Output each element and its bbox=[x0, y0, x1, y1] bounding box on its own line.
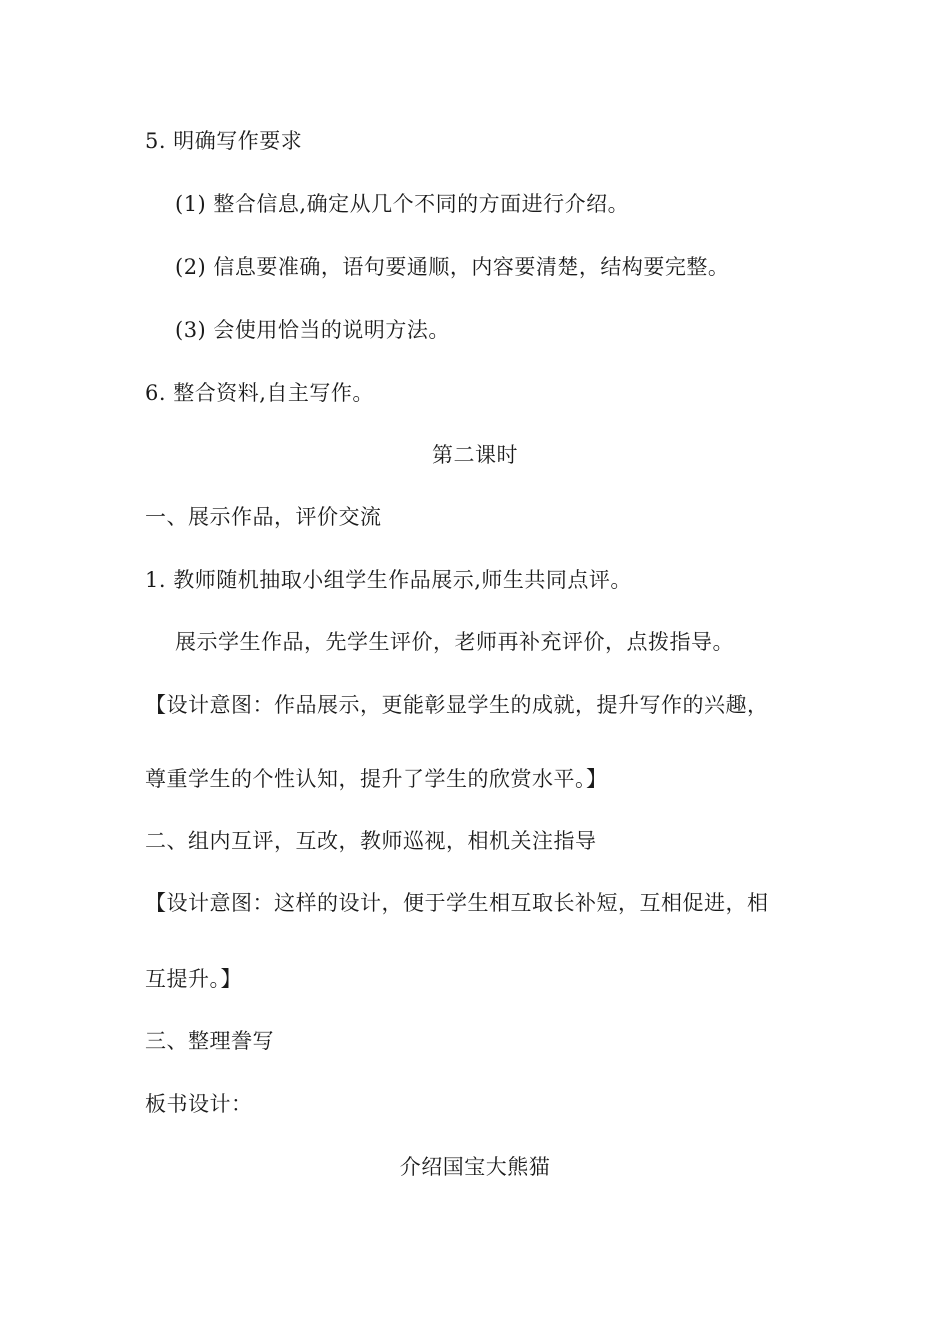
step5-item-2: (2) 信息要准确，语句要通顺，内容要清楚，结构要完整。 bbox=[175, 255, 730, 279]
section-2-heading: 二、组内互评，互改，教师巡视，相机关注指导 bbox=[145, 829, 597, 853]
step6-heading: 6. 整合资料,自主写作。 bbox=[145, 381, 374, 405]
design-intent-1-line-1: 【设计意图：作品展示，更能彰显学生的成就，提升写作的兴趣， bbox=[145, 693, 769, 717]
step5-item-1: (1) 整合信息,确定从几个不同的方面进行介绍。 bbox=[175, 192, 630, 216]
lesson-2-title: 第二课时 bbox=[432, 443, 518, 467]
section-1-item-1: 1. 教师随机抽取小组学生作品展示,师生共同点评。 bbox=[145, 568, 632, 592]
design-intent-2-line-2: 互提升。】 bbox=[145, 967, 242, 991]
design-intent-2-line-1: 【设计意图：这样的设计，便于学生相互取长补短，互相促进，相 bbox=[145, 891, 769, 915]
section-3-heading: 三、整理誊写 bbox=[145, 1029, 274, 1053]
section-1-heading: 一、展示作品，评价交流 bbox=[145, 505, 382, 529]
section-1-text: 展示学生作品，先学生评价，老师再补充评价，点拨指导。 bbox=[175, 630, 734, 654]
board-design-label: 板书设计： bbox=[145, 1092, 253, 1116]
board-title: 介绍国宝大熊猫 bbox=[399, 1155, 551, 1179]
design-intent-1-line-2: 尊重学生的个性认知，提升了学生的欣赏水平。】 bbox=[145, 767, 608, 791]
step5-item-3: (3) 会使用恰当的说明方法。 bbox=[175, 318, 450, 342]
step5-heading: 5. 明确写作要求 bbox=[145, 129, 303, 153]
